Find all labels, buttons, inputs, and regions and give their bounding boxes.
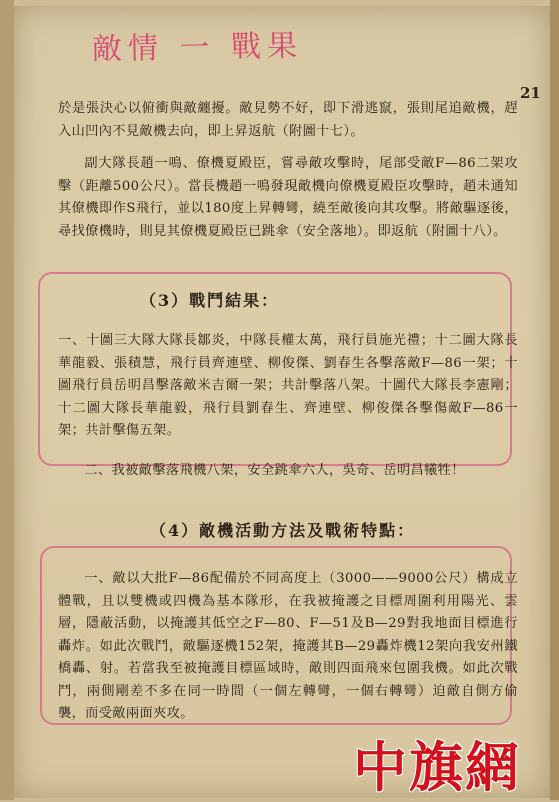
page-left-edge	[0, 0, 14, 800]
paragraph-2: 副大隊長趙一鳴、僚機夏殿臣，嘗尋敵攻擊時，尾部受敵F—86二架攻擊（距離500公尺）。當長機趙一鳴發現敵機向僚機夏殿臣攻擊時，趙未通知其僚機即作S飛行，並以180度上昇轉彎，繞至敵後向其攻擊。將敵驅逐後，尋找僚機時，則見其僚機夏殿臣已跳傘（安全落地）。即返航（附圖十八）。	[58, 156, 518, 239]
page-right-edge	[550, 0, 559, 800]
page-number: 21	[520, 84, 541, 102]
paragraph-results-2: 二、我被敵擊落飛機八架，安全跳傘六人，吳奇、岳明昌犧牲！	[84, 463, 465, 478]
handwritten-annotation: 敵情 一 戰果	[91, 28, 304, 68]
section-heading-enemy-tactics: （4）敵機活動方法及戰術特點：	[150, 521, 416, 540]
section-heading-results: （3）戰鬥結果：	[140, 291, 280, 310]
paragraph-1: 於是張決心以俯衝與敵纏擾。敵見勢不好，即下滑逃竄，張則尾追敵機，趕入山凹內不見敵機去向，即上昇返航（附圖十七）。	[58, 101, 518, 139]
watermark-text: 中旗網	[353, 734, 521, 799]
paragraph-tactics-1: 一、敵以大批F—86配備於不同高度上（3000——9000公尺）構成立體戰，且以雙機或四機為基本隊形，在我被掩護之目標周圍利用陽光、雲層，隱蔽活動，以掩護其低空之F—80、F—51及B—29對我地面目標進行轟炸。如此次戰鬥，敵驅逐機152架，掩護其B—29轟炸機12架向我安州鐵橋轟、射。若當我至被掩護目標區域時，敵則四面飛來包圍我機。如此次戰鬥，兩側剛差不多在同一時間（一個左轉彎，一個右轉彎）迫敵自側方偷襲，而受敵兩面夾攻。	[58, 571, 518, 721]
watermark-logo	[333, 732, 541, 799]
paragraph-results-1: 一、十圖三大隊大隊長鄒炎，中隊長權太萬，飛行員施光禮；十二圖大隊長華龍毅、張積慧，飛行員齊連壁、柳俊傑、劉春生各擊落敵F—86一架；十圖飛行員岳明昌擊落敵米吉爾一架；共計擊落八架。十圖代大隊長李憲剛；十二圖大隊長華龍毅，飛行員劉春生、齊連壁、柳俊傑各擊傷敵F—86一架；共計擊傷五架。	[58, 333, 518, 438]
